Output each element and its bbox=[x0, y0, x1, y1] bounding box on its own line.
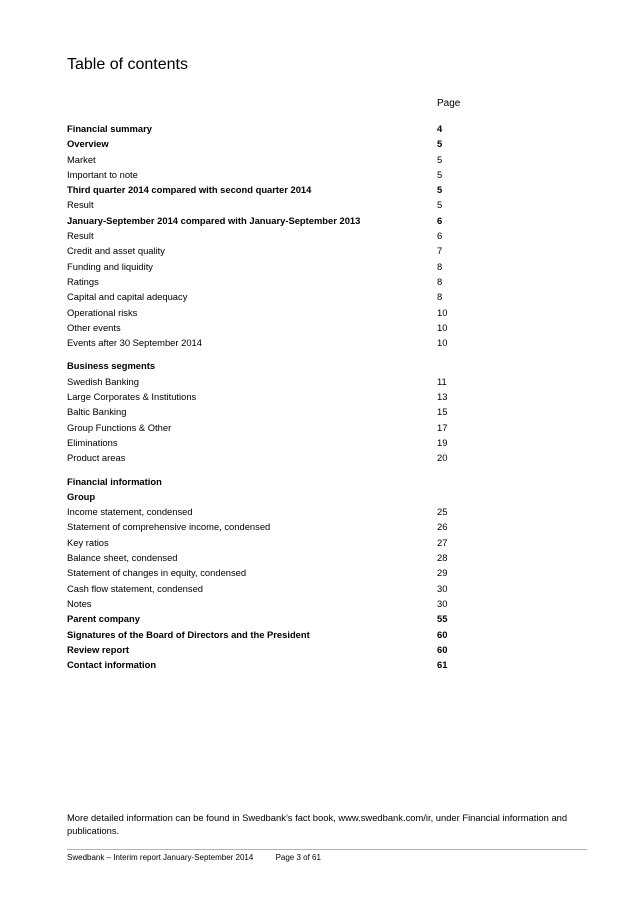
toc-entry-page: 26 bbox=[437, 521, 448, 533]
toc-entry-page: 5 bbox=[437, 153, 443, 165]
toc-entry-label: Income statement, condensed bbox=[67, 506, 193, 518]
footer-divider bbox=[67, 849, 587, 850]
toc-entry-label: Statement of comprehensive income, condensed bbox=[67, 521, 271, 533]
toc-entry-page: 11 bbox=[437, 375, 447, 387]
toc-entry-label: Eliminations bbox=[67, 436, 118, 448]
toc-entry bbox=[67, 182, 467, 197]
toc-entry-page: 60 bbox=[437, 643, 448, 655]
toc-entry bbox=[67, 657, 467, 672]
toc-entry-page: 10 bbox=[437, 306, 448, 318]
toc-entry-label: Product areas bbox=[67, 452, 126, 464]
toc-entry-page: 27 bbox=[437, 536, 448, 548]
toc-entry bbox=[67, 404, 467, 419]
footnote: More detailed information can be found in Swedbank’s fact book, www.swedbank.com/ir, under Financial information and publications. bbox=[67, 812, 568, 836]
toc-entry-label: Business segments bbox=[67, 360, 156, 372]
toc-entry bbox=[67, 611, 467, 626]
toc-entry-label: Funding and liquidity bbox=[67, 260, 153, 272]
toc-entry-page: 8 bbox=[437, 275, 443, 287]
toc-entry-page: 19 bbox=[437, 436, 448, 448]
toc-entry bbox=[67, 374, 467, 389]
toc-entry-page: 8 bbox=[437, 260, 443, 272]
toc-entry-page: 25 bbox=[437, 506, 448, 518]
toc-entry bbox=[67, 136, 467, 151]
toc-entry-label: Group bbox=[67, 490, 96, 502]
toc-entry bbox=[67, 489, 467, 504]
toc-entry-label: Key ratios bbox=[67, 536, 109, 548]
toc-entry bbox=[67, 450, 467, 465]
toc-entry-label: Large Corporates & Institutions bbox=[67, 391, 197, 403]
toc-entry-label: Balance sheet, condensed bbox=[67, 552, 178, 564]
toc-entry-label: Capital and capital adequacy bbox=[67, 291, 188, 303]
toc-entry-label: Financial summary bbox=[67, 123, 152, 134]
toc-entry bbox=[67, 197, 467, 212]
toc-entry-label: Group Functions & Other bbox=[67, 421, 172, 433]
page-title: Table of contents bbox=[67, 56, 188, 73]
toc-entry-label: Notes bbox=[67, 597, 92, 609]
toc-entry bbox=[67, 358, 467, 373]
toc-entry bbox=[67, 243, 467, 258]
toc-entry bbox=[67, 504, 467, 519]
toc-entry-page: 5 bbox=[437, 168, 443, 180]
toc-entry-label: Statement of changes in equity, condensed bbox=[67, 567, 247, 579]
toc-entry-page: 55 bbox=[437, 613, 448, 625]
toc-entry-label: Other events bbox=[67, 321, 121, 333]
toc-entry-page: 6 bbox=[437, 230, 443, 242]
toc-entry-label: Third quarter 2014 compared with second quarter 2014 bbox=[67, 184, 312, 196]
toc-entry bbox=[67, 642, 467, 657]
toc-entry-page: 17 bbox=[437, 421, 448, 433]
toc-entry bbox=[67, 320, 467, 335]
toc-entry bbox=[67, 581, 467, 596]
page-footer bbox=[67, 853, 321, 862]
toc-entry-label: Review report bbox=[67, 643, 129, 655]
toc-entry bbox=[67, 121, 467, 136]
toc-entry bbox=[67, 228, 467, 243]
toc-entry-page: 29 bbox=[437, 567, 448, 579]
toc-entry-label: Operational risks bbox=[67, 306, 138, 318]
toc-entry bbox=[67, 535, 467, 550]
page-column-label: Page bbox=[437, 98, 461, 109]
toc-entry bbox=[67, 627, 467, 642]
toc-entry-page: 4 bbox=[437, 123, 443, 134]
toc-entry-label: Ratings bbox=[67, 275, 99, 287]
toc-entry-page: 28 bbox=[437, 552, 448, 564]
toc-entry-label: Result bbox=[67, 199, 94, 211]
toc-entry-page: 15 bbox=[437, 406, 448, 418]
toc-entry-page: 10 bbox=[437, 321, 448, 333]
toc-entry bbox=[67, 519, 467, 534]
toc-entry-label: Important to note bbox=[67, 168, 138, 180]
toc-entry bbox=[67, 305, 467, 320]
toc-entry-label: Cash flow statement, condensed bbox=[67, 582, 204, 594]
toc-entry-label: Baltic Banking bbox=[67, 406, 127, 418]
toc-entry-label: Parent company bbox=[67, 613, 140, 625]
toc-entry bbox=[67, 420, 467, 435]
toc-entry-page: 13 bbox=[437, 391, 448, 403]
toc-entry-page: 5 bbox=[437, 184, 443, 196]
toc-entry-page: 30 bbox=[437, 582, 448, 594]
toc-entry-label: Credit and asset quality bbox=[67, 245, 165, 257]
toc-entry-label: Signatures of the Board of Directors and the President bbox=[67, 628, 310, 640]
toc-entry-page: 60 bbox=[437, 628, 448, 640]
toc-entry-page: 6 bbox=[437, 214, 443, 226]
footer-page-number: Page 3 of 61 bbox=[275, 853, 321, 862]
toc-entry-page: 30 bbox=[437, 597, 448, 609]
toc-entry bbox=[67, 389, 467, 404]
table-of-contents bbox=[67, 121, 467, 672]
toc-entry bbox=[67, 435, 467, 450]
toc-entry bbox=[67, 474, 467, 489]
toc-entry-label: Market bbox=[67, 153, 96, 165]
toc-entry bbox=[67, 565, 467, 580]
toc-entry bbox=[67, 274, 467, 289]
toc-entry-label: Overview bbox=[67, 138, 109, 150]
toc-entry-label: Contact information bbox=[67, 659, 157, 671]
toc-entry bbox=[67, 213, 467, 228]
toc-entry bbox=[67, 152, 467, 167]
toc-entry bbox=[67, 289, 467, 304]
toc-entry-label: Result bbox=[67, 230, 94, 242]
toc-entry bbox=[67, 167, 467, 182]
toc-entry-label: Financial information bbox=[67, 475, 162, 487]
toc-entry-label: Swedish Banking bbox=[67, 375, 139, 387]
toc-entry-label: January-September 2014 compared with January-September 2013 bbox=[67, 214, 361, 226]
toc-entry-page: 5 bbox=[437, 138, 443, 150]
toc-entry-page: 61 bbox=[437, 659, 448, 671]
toc-entry-label: Events after 30 September 2014 bbox=[67, 337, 202, 349]
toc-entry-page: 5 bbox=[437, 199, 443, 211]
toc-entry bbox=[67, 259, 467, 274]
toc-entry-page: 7 bbox=[437, 245, 443, 257]
toc-entry-page: 10 bbox=[437, 337, 448, 349]
section-spacer bbox=[67, 466, 467, 474]
toc-entry-page: 20 bbox=[437, 452, 448, 464]
toc-entry bbox=[67, 335, 467, 350]
toc-entry bbox=[67, 550, 467, 565]
section-spacer bbox=[67, 350, 467, 358]
toc-entry bbox=[67, 596, 467, 611]
footer-report-title: Swedbank – Interim report January-September 2014 bbox=[67, 853, 254, 862]
toc-entry-page: 8 bbox=[437, 291, 443, 303]
